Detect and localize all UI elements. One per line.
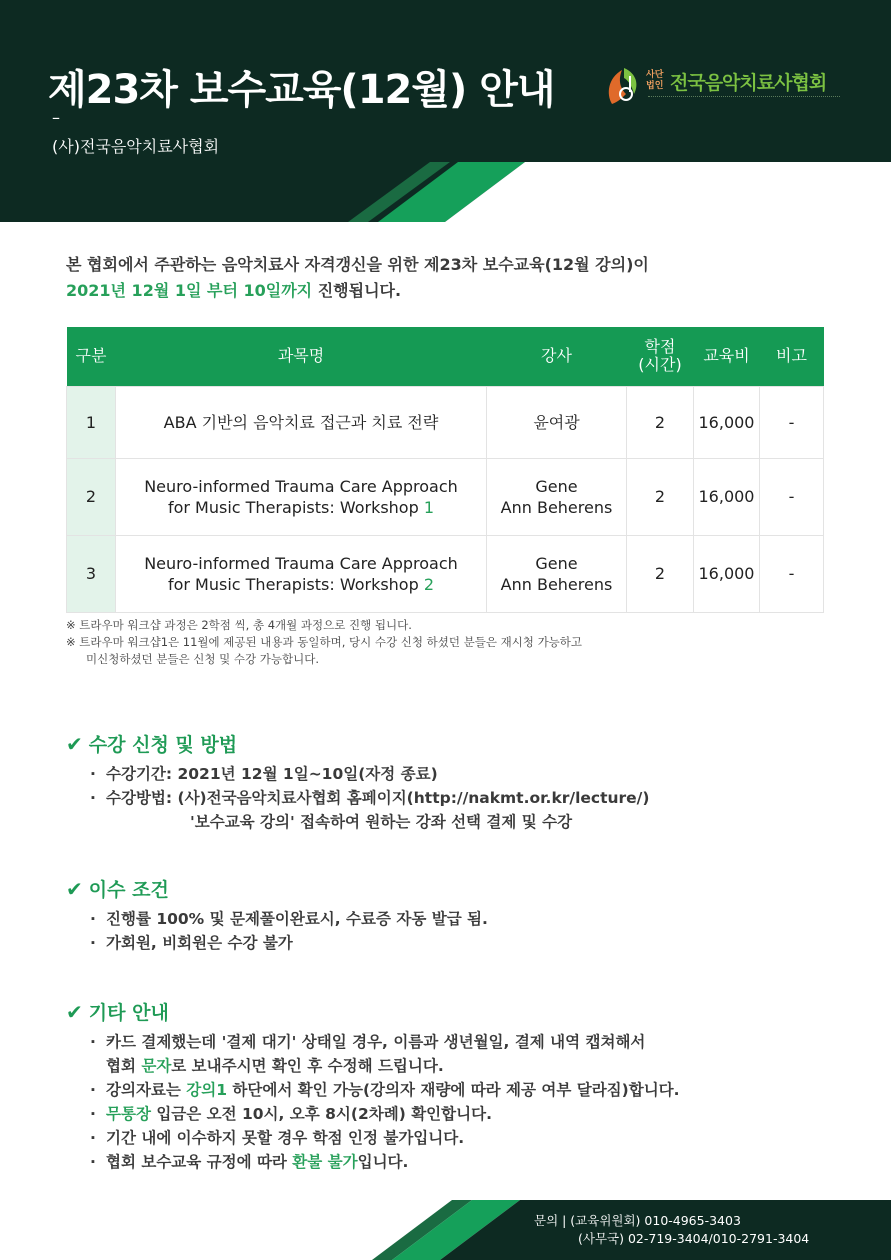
logo-prefix: 사단 법인 xyxy=(646,70,664,91)
row-instructor xyxy=(487,535,627,612)
course-line-1: ABA 기반의 음악치료 접근과 치료 전략 xyxy=(163,412,439,432)
highlight-text: 문자 xyxy=(141,1057,172,1075)
checkmark-icon: ✔ xyxy=(66,732,83,756)
header-course: 과목명 xyxy=(116,327,487,386)
page-title: 제23차 보수교육(12월) 안내 xyxy=(48,67,555,113)
course-line-1: Neuro-informed Trauma Care Approach xyxy=(144,553,458,573)
note-2-continued: 미신청하셨던 분들은 신청 및 수강 가능합니다. xyxy=(86,652,320,666)
text-segment: 로 보내주시면 확인 후 수정해 드립니다. xyxy=(171,1057,444,1075)
intro-paragraph xyxy=(66,252,826,304)
row-credit: 2 xyxy=(627,535,694,612)
checkmark-icon: ✔ xyxy=(66,1000,83,1024)
header-no: 구분 xyxy=(67,327,116,386)
text-segment: 하단에서 확인 가능(강의자 재량에 따라 제공 여부 달라짐)합니다. xyxy=(227,1081,680,1099)
intro-line-2 xyxy=(66,278,826,304)
course-line-2-text: for Music Therapists: Workshop xyxy=(167,497,424,517)
list-item-continued: '보수교육 강의' 접속하여 원하는 강좌 선택 결제 및 수강 xyxy=(190,813,573,831)
highlight-text: 환불 불가 xyxy=(292,1153,358,1171)
contact-info xyxy=(534,1212,809,1248)
section-completion-title xyxy=(66,875,169,902)
workshop-number: 2 xyxy=(423,574,435,594)
section-other-list xyxy=(90,1030,850,1174)
course-line-1: Neuro-informed Trauma Care Approach xyxy=(144,476,458,496)
list-item xyxy=(90,1078,850,1102)
intro-line-1: 본 협회에서 주관하는 음악치료사 자격갱신을 위한 제23차 보수교육(12월 강의)이 xyxy=(66,255,649,274)
text-segment: 입금은 오전 10시, 오후 8시(2차례) 확인합니다. xyxy=(150,1105,492,1123)
contact-line-2: (사무국) 02-719-3404/010-2791-3404 xyxy=(578,1231,810,1246)
organization-name: (사)전국음악치료사협회 xyxy=(52,137,220,156)
row-note: - xyxy=(760,386,824,458)
list-item-continued xyxy=(90,1054,850,1078)
title-dash: – xyxy=(52,108,60,127)
text-segment: 협회 보수교육 규정에 따라 xyxy=(106,1153,293,1171)
highlight-text: 무통장 xyxy=(106,1105,151,1123)
course-line-2 xyxy=(122,497,480,518)
row-instructor xyxy=(487,458,627,535)
row-note: - xyxy=(760,458,824,535)
text-segment: 입니다. xyxy=(357,1153,409,1171)
row-fee: 16,000 xyxy=(694,458,760,535)
logo-name: 전국음악치료사협회 xyxy=(670,72,827,94)
row-no: 1 xyxy=(67,386,116,458)
row-credit: 2 xyxy=(627,458,694,535)
course-table xyxy=(66,327,824,613)
association-logo xyxy=(604,62,844,112)
music-note-icon xyxy=(604,64,644,108)
text-segment: 협회 xyxy=(106,1057,142,1075)
row-course xyxy=(116,535,487,612)
table-row xyxy=(67,535,824,612)
row-fee: 16,000 xyxy=(694,535,760,612)
row-no: 3 xyxy=(67,535,116,612)
section-title-text: 수강 신청 및 방법 xyxy=(88,734,238,756)
text-segment: 강의자료는 xyxy=(106,1081,187,1099)
list-item: · 기간 내에 이수하지 못할 경우 학점 인정 불가입니다. xyxy=(90,1126,850,1150)
list-item: · 수강방법: (사)전국음악치료사협회 홈페이지(http://nakmt.or.kr/lecture/) xyxy=(90,786,850,810)
list-item xyxy=(90,1150,850,1174)
section-other-title xyxy=(66,998,169,1025)
workshop-number: 1 xyxy=(423,497,435,517)
row-credit: 2 xyxy=(627,386,694,458)
list-item: · 진행률 100% 및 문제풀이완료시, 수료증 자동 발급 됨. xyxy=(90,907,850,931)
header-banner xyxy=(0,0,891,222)
checkmark-icon: ✔ xyxy=(66,877,83,901)
section-registration-title xyxy=(66,730,237,757)
highlight-text: 강의1 xyxy=(186,1081,227,1099)
intro-line-2-end: 진행됩니다. xyxy=(312,281,402,300)
list-item: · 카드 결제했는데 '결제 대기' 상태일 경우, 이름과 생년월일, 결제 내역 캡쳐해서 xyxy=(90,1030,850,1054)
row-fee: 16,000 xyxy=(694,386,760,458)
course-line-2-text: for Music Therapists: Workshop xyxy=(167,574,424,594)
table-notes xyxy=(66,617,826,668)
section-registration-list xyxy=(90,762,850,834)
instructor-line-1: 윤여광 xyxy=(533,412,580,432)
contact-line-1: 문의 | (교육위원회) 010-4965-3403 xyxy=(534,1213,741,1228)
course-line-2 xyxy=(122,574,480,595)
intro-period: 2021년 12월 1일 부터 10일까지 xyxy=(66,281,313,300)
table-row xyxy=(67,386,824,458)
table-row xyxy=(67,458,824,535)
instructor-line-2: Ann Beherens xyxy=(500,574,613,594)
row-course xyxy=(116,386,487,458)
table-header-row xyxy=(67,327,824,386)
header-fee: 교육비 xyxy=(694,327,760,386)
section-completion-list xyxy=(90,907,850,955)
logo-divider xyxy=(648,96,840,99)
list-item xyxy=(90,1102,850,1126)
list-item: · 가회원, 비회원은 수강 불가 xyxy=(90,931,850,955)
header-note: 비고 xyxy=(760,327,824,386)
note-1: ※ 트라우마 워크샵 과정은 2학점 씩, 총 4개월 과정으로 진행 됩니다. xyxy=(66,618,412,632)
row-note: - xyxy=(760,535,824,612)
section-title-text: 이수 조건 xyxy=(88,879,169,901)
instructor-line-1: Gene xyxy=(535,476,578,496)
instructor-line-1: Gene xyxy=(535,553,578,573)
row-course xyxy=(116,458,487,535)
header-instructor: 강사 xyxy=(487,327,627,386)
note-2: ※ 트라우마 워크샵1은 11월에 제공된 내용과 동일하며, 당시 수강 신청 하셨던 분들은 재시청 가능하고 xyxy=(66,635,583,649)
header-credit-line-2: (시간) xyxy=(638,355,682,375)
header-credit xyxy=(627,327,694,386)
row-instructor xyxy=(487,386,627,458)
row-no: 2 xyxy=(67,458,116,535)
header-credit-line-1: 학점 xyxy=(644,337,676,357)
list-item: · 수강기간: 2021년 12월 1일~10일(자정 종료) xyxy=(90,762,850,786)
section-title-text: 기타 안내 xyxy=(88,1002,169,1024)
instructor-line-2: Ann Beherens xyxy=(500,497,613,517)
